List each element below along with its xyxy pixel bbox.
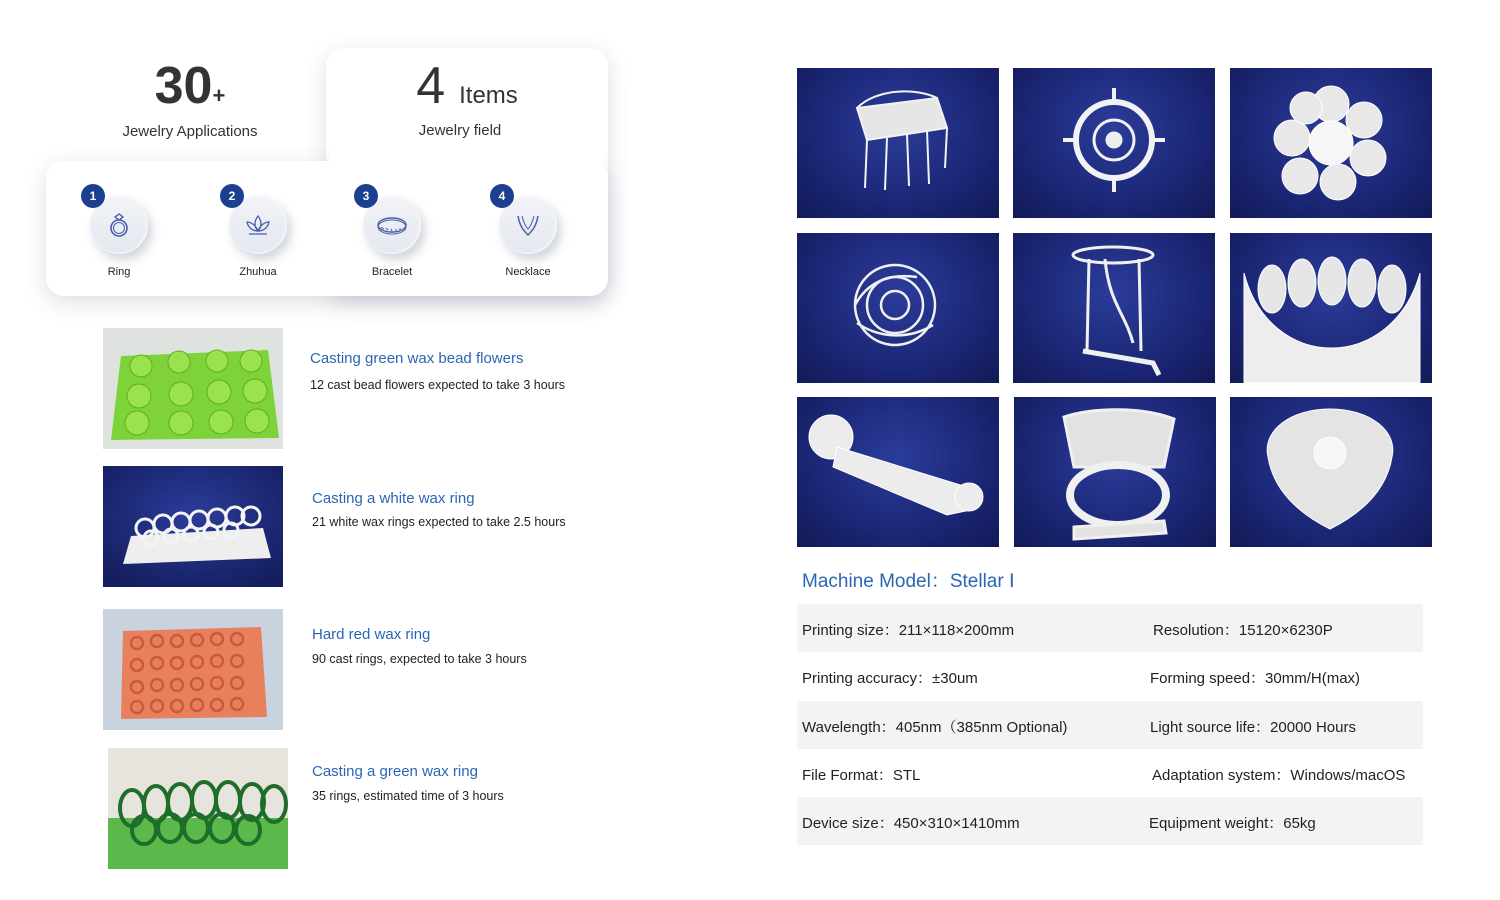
spec-resolution: Resolution：15120×6230P bbox=[1153, 622, 1333, 639]
spec-row bbox=[797, 701, 1423, 749]
jewelry-stats-card bbox=[46, 48, 608, 296]
sample-title-hard-red-wax-ring: Hard red wax ring bbox=[312, 626, 431, 643]
sample-desc-hard-red-wax-ring: 90 cast rings, expected to take 3 hours bbox=[312, 652, 527, 666]
sample-desc-green-wax-ring: 35 rings, estimated time of 3 hours bbox=[312, 789, 504, 803]
app-zhuhua[interactable] bbox=[213, 189, 303, 278]
spec-row bbox=[797, 797, 1423, 845]
app-label-bracelet: Bracelet bbox=[371, 266, 413, 278]
spec-row bbox=[797, 652, 1423, 700]
applications-number: 30 bbox=[154, 57, 213, 115]
white-wax-ring-image bbox=[103, 466, 283, 587]
spec-equipment-weight: Equipment weight：65kg bbox=[1149, 815, 1316, 832]
fields-stat bbox=[326, 57, 608, 115]
sample-title-white-wax-ring: Casting a white wax ring bbox=[312, 490, 475, 507]
lotus-icon bbox=[243, 213, 273, 237]
badge-3: 3 bbox=[354, 184, 378, 208]
app-label-necklace: Necklace bbox=[505, 266, 551, 278]
app-label-ring: Ring bbox=[107, 266, 131, 278]
applications-stat bbox=[46, 57, 334, 115]
gallery-image-4 bbox=[797, 233, 999, 383]
badge-2: 2 bbox=[220, 184, 244, 208]
gallery-image-5 bbox=[1013, 233, 1215, 383]
sample-title-green-wax-ring: Casting a green wax ring bbox=[312, 763, 478, 780]
badge-1: 1 bbox=[81, 184, 105, 208]
applications-label: Jewelry Applications bbox=[122, 123, 258, 140]
green-wax-ring-image bbox=[108, 748, 288, 869]
gallery-image-2 bbox=[1013, 68, 1215, 218]
fields-suffix: Items bbox=[459, 82, 518, 109]
machine-model-title: Machine Model：Stellar Ⅰ bbox=[802, 571, 1015, 592]
app-necklace[interactable] bbox=[483, 189, 573, 278]
gallery-image-3 bbox=[1230, 68, 1432, 218]
spec-device-size: Device size：450×310×1410mm bbox=[802, 815, 1020, 832]
spec-printing-size: Printing size：211×118×200mm bbox=[802, 622, 1015, 639]
app-bracelet[interactable] bbox=[347, 189, 437, 278]
app-ring[interactable] bbox=[74, 189, 164, 278]
sample-desc-white-wax-ring: 21 white wax rings expected to take 2.5 hours bbox=[312, 515, 566, 529]
gallery-image-8 bbox=[1014, 397, 1216, 547]
app-label-zhuhua: Zhuhua bbox=[239, 266, 277, 278]
gallery-image-9 bbox=[1230, 397, 1432, 547]
hard-red-wax-ring-image bbox=[103, 609, 283, 730]
bracelet-icon bbox=[375, 213, 409, 237]
sample-title-green-bead-flowers: Casting green wax bead flowers bbox=[310, 350, 524, 367]
gallery-image-1 bbox=[797, 68, 999, 218]
spec-adaptation-system: Adaptation system：Windows/macOS bbox=[1152, 767, 1406, 784]
spec-file-format: File Format：STL bbox=[802, 767, 921, 784]
green-bead-flowers-image bbox=[103, 328, 283, 449]
gallery-image-7 bbox=[797, 397, 999, 547]
spec-wavelength: Wavelength：405nm（385nm Optional) bbox=[802, 719, 1068, 736]
gallery-image-6 bbox=[1230, 233, 1432, 383]
spec-row bbox=[797, 749, 1423, 797]
badge-4: 4 bbox=[490, 184, 514, 208]
spec-row bbox=[797, 604, 1423, 652]
applications-suffix: + bbox=[212, 83, 226, 108]
fields-label: Jewelry field bbox=[418, 122, 502, 139]
spec-printing-accuracy: Printing accuracy：±30um bbox=[802, 670, 978, 687]
ring-icon bbox=[105, 211, 133, 239]
spec-light-source-life: Light source life：20000 Hours bbox=[1150, 719, 1356, 736]
fields-number: 4 bbox=[416, 57, 446, 115]
sample-desc-green-bead-flowers: 12 cast bead flowers expected to take 3 hours bbox=[310, 378, 566, 392]
spec-forming-speed: Forming speed：30mm/H(max) bbox=[1150, 670, 1361, 687]
necklace-icon bbox=[514, 211, 542, 239]
